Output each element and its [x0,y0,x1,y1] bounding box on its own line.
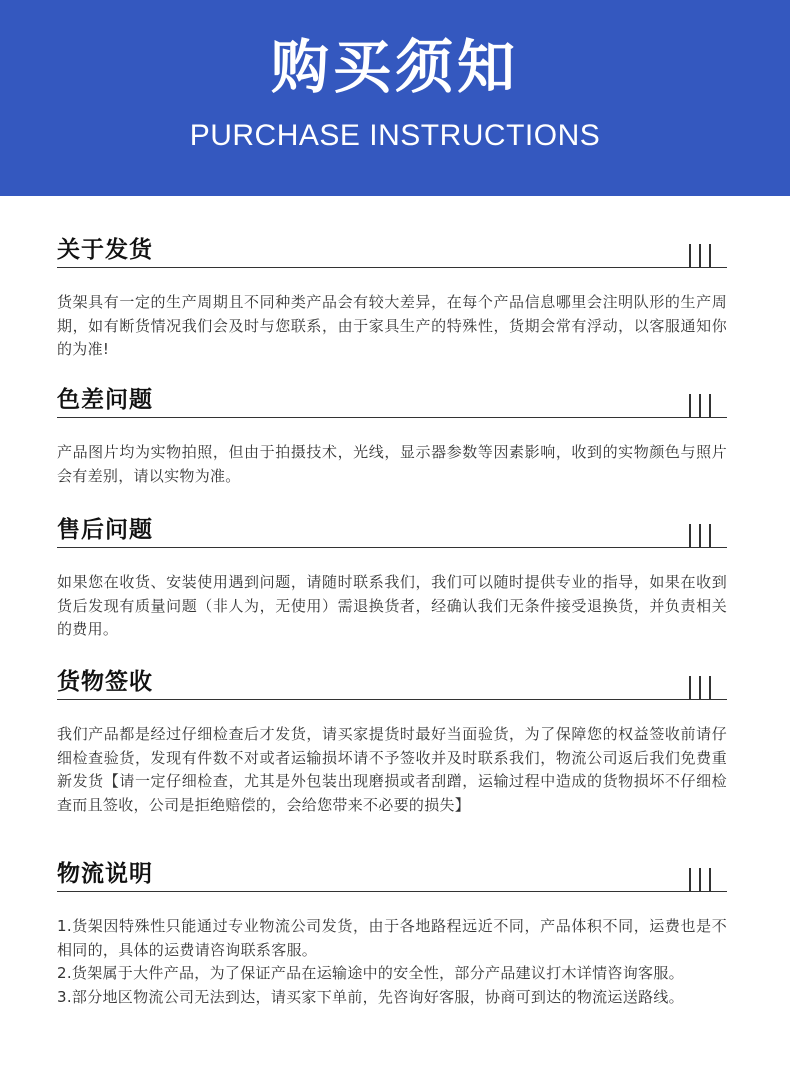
section-goods-receipt [57,666,727,817]
section-paragraph: 1.货架因特殊性只能通过专业物流公司发货，由于各地路程远近不同，产品体积不同，运费也是不相同的，具体的运费请咨询联系客服。 [57,917,727,959]
section-paragraph: 3.部分地区物流公司无法到达，请买家下单前，先咨询好客服，协商可到达的物流运送路线。 [57,987,684,1006]
section-heading: 售后问题 [57,517,153,543]
section-after-sales [57,514,727,642]
section-body [57,571,727,642]
section-heading: 关于发货 [57,237,153,263]
section-heading: 物流说明 [57,861,153,887]
section-heading: 货物签收 [57,669,153,695]
section-paragraph: 产品图片均为实物拍照，但由于拍摄技术，光线，显示器参数等因素影响，收到的实物颜色与照片会有差别，请以实物为准。 [57,443,727,485]
triple-bar-icon [689,394,711,418]
section-paragraph: 货架具有一定的生产周期且不同种类产品会有较大差异，在每个产品信息哪里会注明队形的生产周期，如有断货情况我们会及时与您联系，由于家具生产的特殊性，货期会常有浮动，以客服通知你的为准! [57,293,727,358]
section-heading-row [57,514,727,548]
triple-bar-icon [689,524,711,548]
section-shipping [57,234,727,362]
section-heading: 色差问题 [57,387,153,413]
section-heading-row [57,384,727,418]
section-body [57,291,727,362]
section-logistics [57,858,727,1009]
header-banner [0,0,790,196]
section-heading-row [57,234,727,268]
section-paragraph: 2.货架属于大件产品，为了保证产品在运输途中的安全性，部分产品建议打木详情咨询客服。 [57,964,684,982]
section-heading-row [57,666,727,700]
triple-bar-icon [689,676,711,700]
triple-bar-icon [689,868,711,892]
section-heading-row [57,858,727,892]
section-body [57,915,727,1009]
section-color-difference [57,384,727,488]
page-subtitle: PURCHASE INSTRUCTIONS [189,119,601,152]
section-paragraph: 如果您在收货、安装使用遇到问题，请随时联系我们，我们可以随时提供专业的指导，如果在收到货后发现有质量问题（非人为，无使用）需退换货者，经确认我们无条件接受退换货，并负责相关的费用。 [57,573,727,638]
page-title: 购买须知 [270,33,519,101]
section-body [57,441,727,488]
section-paragraph: 我们产品都是经过仔细检查后才发货，请买家提货时最好当面验货，为了保障您的权益签收前请仔细检查验货，发现有件数不对或者运输损坏请不予签收并及时联系我们，物流公司返后我们免费重新发货【请一定仔细检查，尤其是外包装出现磨损或者刮蹭，运输过程中造成的货物损坏不仔细检查而且签收，公司是拒绝赔偿的，会给您带来不必要的损失】 [57,725,727,814]
section-body [57,723,727,817]
triple-bar-icon [689,244,711,268]
